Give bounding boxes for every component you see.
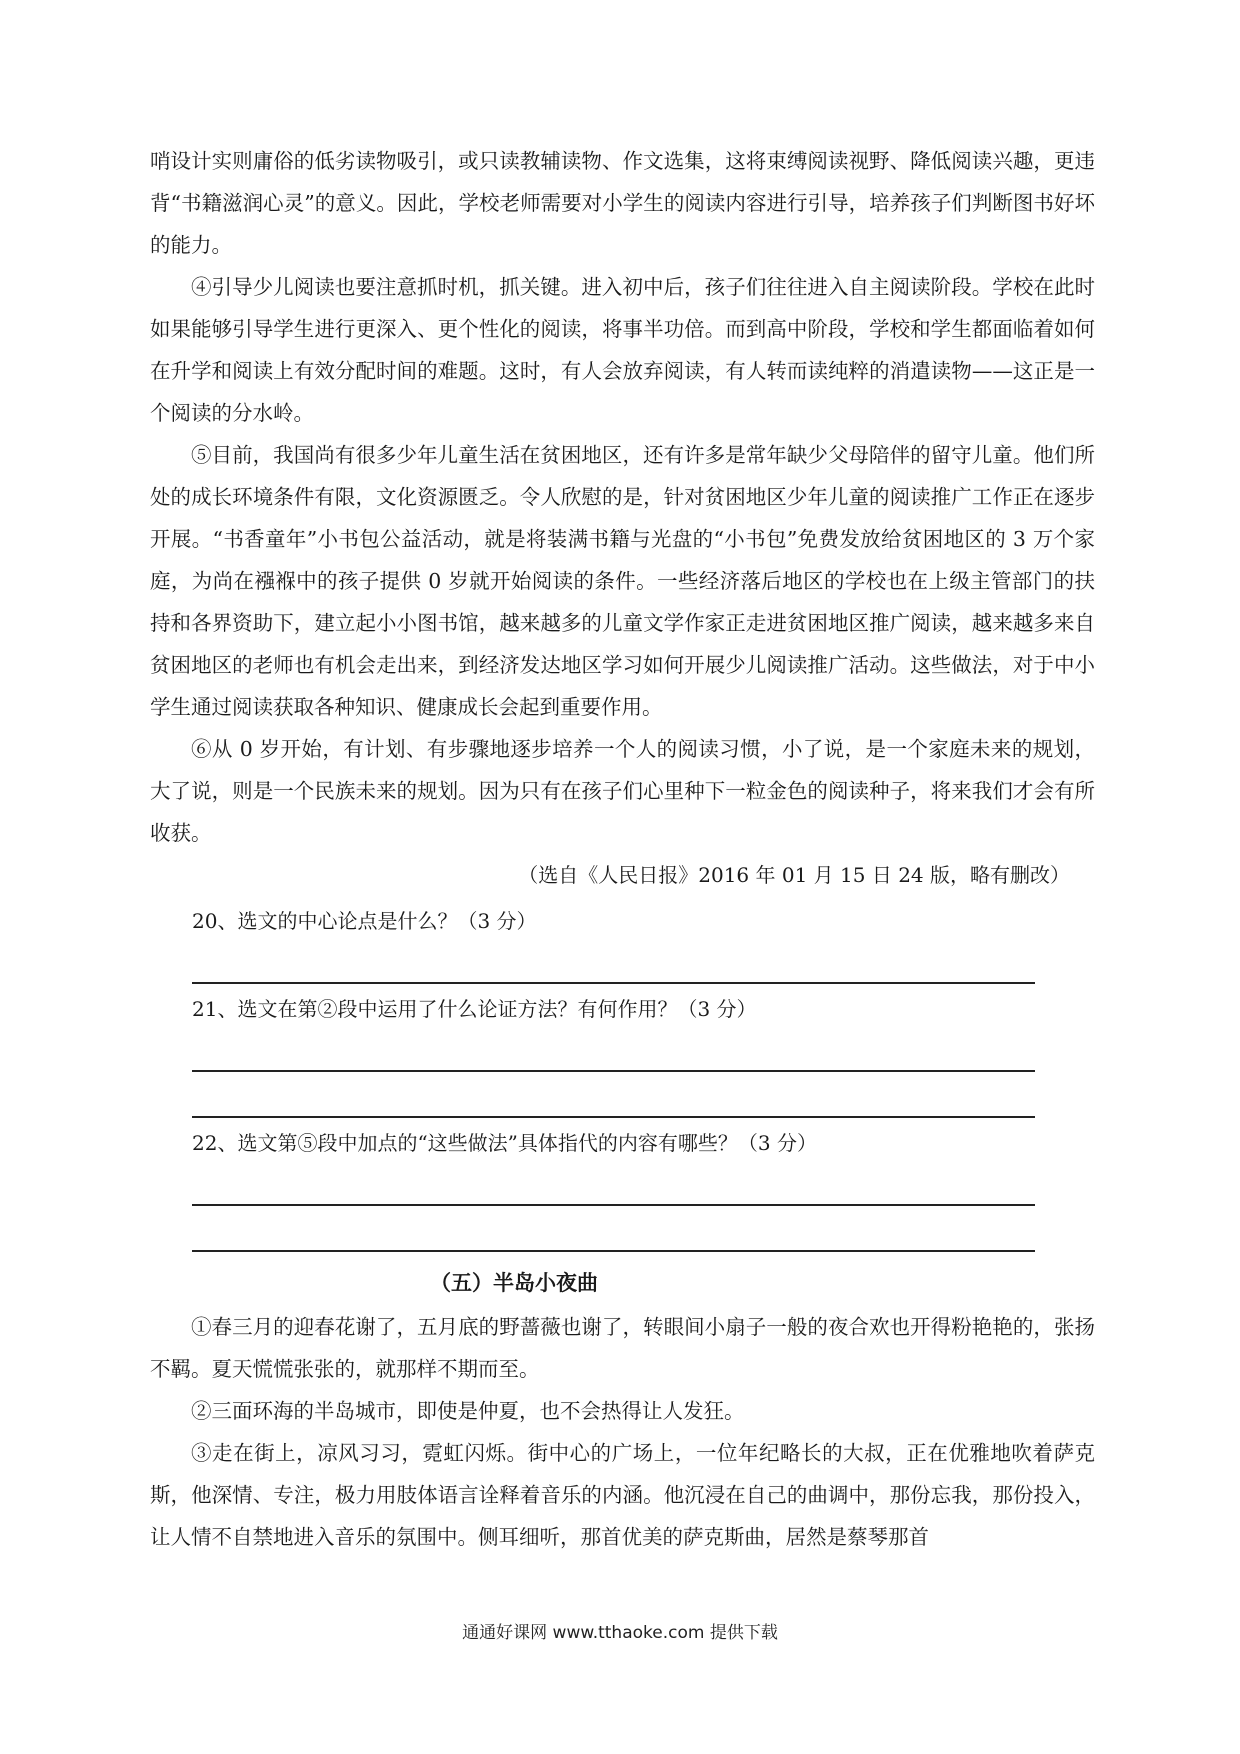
answer-line xyxy=(192,942,1035,984)
article-source: （选自《人民日报》2016 年 01 月 15 日 24 版，略有删改） xyxy=(518,863,1070,887)
section-paragraph-3: ③走在街上，凉风习习，霓虹闪烁。街中心的广场上，一位年纪略长的大叔，正在优雅地吹着萨克斯，他深情、专注，极力用肢体语言诠释着音乐的内涵。他沉浸在自己的曲调中，那份忘我，那份投入，让人情不自禁地进入音乐的氛围中。侧耳细听，那首优美的萨克斯曲，居然是蔡琴那首 xyxy=(150,1441,1095,1549)
answer-line xyxy=(192,1164,1035,1206)
answer-line xyxy=(192,1072,1035,1118)
section-title: （五）半岛小夜曲 xyxy=(430,1271,598,1295)
section-paragraph-2: ②三面环海的半岛城市，即使是仲夏，也不会热得让人发狂。 xyxy=(191,1399,745,1423)
page-footer: 通通好课网 www.tthaoke.com 提供下载 xyxy=(462,1623,778,1643)
question-22-block xyxy=(150,1122,1095,1252)
answer-line xyxy=(192,1030,1035,1072)
question-21: 21、选文在第②段中运用了什么论证方法？有何作用？（3 分） xyxy=(192,997,757,1021)
article-paragraph-4: ④引导少儿阅读也要注意抓时机，抓关键。进入初中后，孩子们往往进入自主阅读阶段。学校在此时如果能够引导学生进行更深入、更个性化的阅读，将事半功倍。而到高中阶段，学校和学生都面临着如何在升学和阅读上有效分配时间的难题。这时，有人会放弃阅读，有人转而读纯粹的消遣读物——这正是一个阅读的分水岭。 xyxy=(150,275,1095,425)
article-paragraph-5: ⑤目前，我国尚有很多少年儿童生活在贫困地区，还有许多是常年缺少父母陪伴的留守儿童。他们所处的成长环境条件有限，文化资源匮乏。令人欣慰的是，针对贫困地区少年儿童的阅读推广工作正在逐步开展。“书香童年”小书包公益活动，就是将装满书籍与光盘的“小书包”免费发放给贫困地区的 3 万个家庭，为尚在襁褓中的孩子提供 0 岁就开始阅读的条件。一些经济落后地区的学校也在上级主管部门的扶持和各界资助下，建立起小小图书馆，越来越多的儿童文学作家正走进贫困地区推广阅读，越来越多来自贫困地区的老师也有机会走出来，到经济发达地区学习如何开展少儿阅读推广活动。这些做法，对于中小学生通过阅读获取各种知识、健康成长会起到重要作用。 xyxy=(150,443,1095,719)
answer-line xyxy=(192,1206,1035,1252)
question-21-block xyxy=(150,988,1095,1118)
question-22: 22、选文第⑤段中加点的“这些做法”具体指代的内容有哪些？（3 分） xyxy=(192,1131,817,1155)
section-paragraph-1: ①春三月的迎春花谢了，五月底的野蔷薇也谢了，转眼间小扇子一般的夜合欢也开得粉艳艳的，张扬不羁。夏天慌慌张张的，就那样不期而至。 xyxy=(150,1315,1095,1381)
document-page xyxy=(150,140,1095,1558)
question-20-block xyxy=(150,900,1095,984)
question-20: 20、选文的中心论点是什么？（3 分） xyxy=(192,909,537,933)
article-paragraph-continued: 哨设计实则庸俗的低劣读物吸引，或只读教辅读物、作文选集，这将束缚阅读视野、降低阅读兴趣，更违背“书籍滋润心灵”的意义。因此，学校老师需要对小学生的阅读内容进行引导，培养孩子们判断图书好坏的能力。 xyxy=(150,149,1095,257)
article-paragraph-6: ⑥从 0 岁开始，有计划、有步骤地逐步培养一个人的阅读习惯，小了说，是一个家庭未来的规划，大了说，则是一个民族未来的规划。因为只有在孩子们心里种下一粒金色的阅读种子，将来我们才会有所收获。 xyxy=(150,737,1095,845)
